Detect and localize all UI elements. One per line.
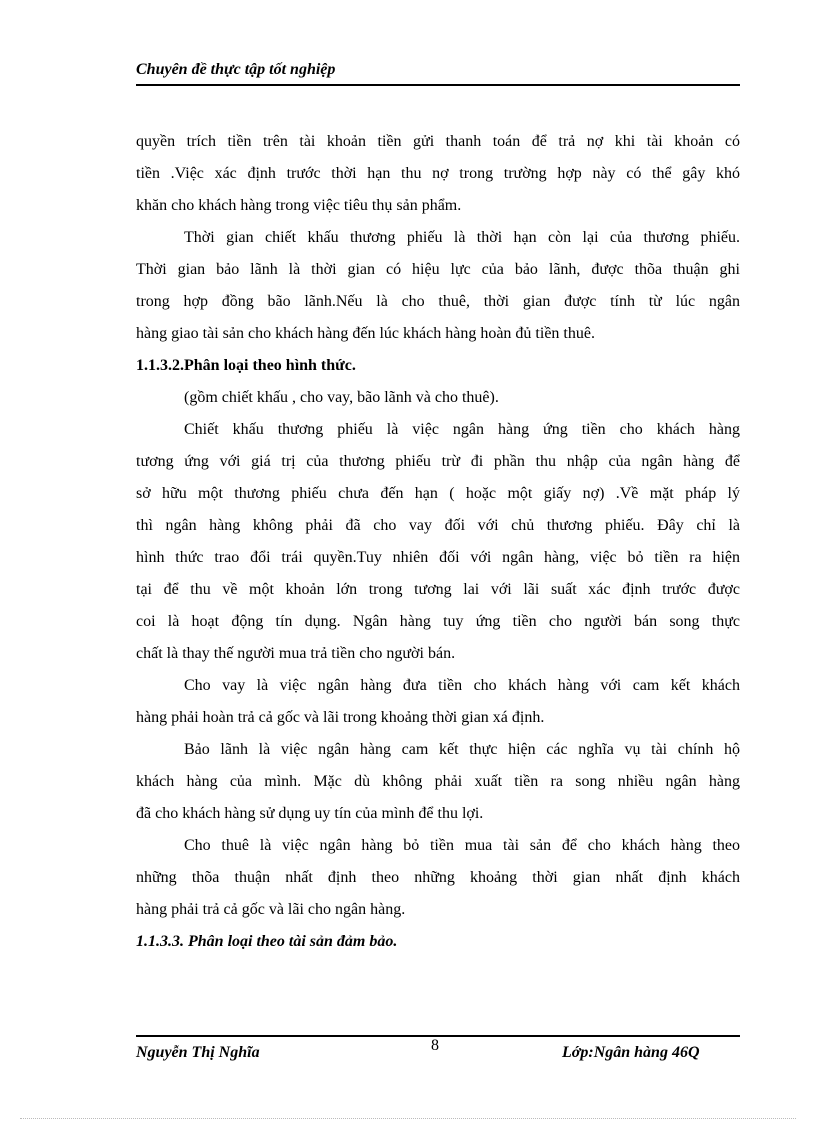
- page-number: 8: [431, 1037, 439, 1054]
- paragraph-line: (gồm chiết khấu , cho vay, bão lãnh và cho thuê).: [184, 389, 499, 406]
- paragraph-line: khách hàng của mình. Mặc dù không phải xuất tiền ra song nhiều ngân hàng: [136, 773, 740, 790]
- document-body: [136, 126, 740, 958]
- paragraph-line: những thõa thuận nhất định theo những khoảng thời gian nhất định khách: [136, 869, 740, 886]
- header-divider: [136, 84, 740, 86]
- footer-class: Lớp:Ngân hàng 46Q: [562, 1044, 700, 1061]
- paragraph-line: tại để thu về một khoản lớn trong tương lai với lãi suất xác định trước được: [136, 581, 740, 598]
- footer-author: Nguyễn Thị Nghĩa: [136, 1044, 260, 1061]
- paragraph-line: Chiết khấu thương phiếu là việc ngân hàng ứng tiền cho khách hàng: [184, 421, 740, 438]
- paragraph-line: hàng phải hoàn trả cả gốc và lãi trong khoảng thời gian xá định.: [136, 709, 545, 726]
- paragraph-line: đã cho khách hàng sử dụng uy tín của mình để thu lợi.: [136, 805, 484, 822]
- paragraph-line: khăn cho khách hàng trong việc tiêu thụ sản phẩm.: [136, 197, 462, 214]
- section-heading: 1.1.3.2.Phân loại theo hình thức.: [136, 357, 356, 374]
- header-title: Chuyên đề thực tập tốt nghiệp: [136, 61, 336, 78]
- paragraph-line: Cho vay là việc ngân hàng đưa tiền cho khách hàng với cam kết khách: [184, 677, 740, 694]
- paragraph-line: Cho thuê là việc ngân hàng bỏ tiền mua tài sản để cho khách hàng theo: [184, 837, 740, 854]
- paragraph-line: tương ứng với giá trị của thương phiếu trừ đi phần thu nhập của ngân hàng để: [136, 453, 740, 470]
- paragraph-line: hàng giao tài sản cho khách hàng đến lúc khách hàng hoàn đủ tiền thuê.: [136, 325, 595, 342]
- paragraph-line: trong hợp đồng bão lãnh.Nếu là cho thuê, thời gian được tính từ lúc ngân: [136, 293, 740, 310]
- paragraph-line: tiền .Việc xác định trước thời hạn thu nợ trong trường hợp này có thể gây khó: [136, 165, 740, 182]
- paragraph-line: sở hữu một thương phiếu chưa đến hạn ( hoặc một giấy nợ) .Về mặt pháp lý: [136, 485, 740, 502]
- paragraph-line: thì ngân hàng không phải đã cho vay đối với chủ thương phiếu. Đây chỉ là: [136, 517, 740, 534]
- paragraph-line: hàng phải trả cả gốc và lãi cho ngân hàng.: [136, 901, 406, 918]
- paragraph-line: chất là thay thế người mua trả tiền cho người bán.: [136, 645, 456, 662]
- paragraph-line: Thời gian bảo lãnh là thời gian có hiệu lực của bảo lãnh, được thõa thuận ghi: [136, 261, 740, 278]
- paragraph-line: hình thức trao đổi trái quyền.Tuy nhiên đối với ngân hàng, việc bỏ tiền ra hiện: [136, 549, 740, 566]
- paragraph-line: quyền trích tiền trên tài khoản tiền gửi thanh toán để trả nợ khi tài khoản có: [136, 133, 740, 150]
- page-edge-divider: [20, 1118, 796, 1119]
- section-heading: 1.1.3.3. Phân loại theo tài sản đảm bảo.: [136, 933, 398, 950]
- paragraph-line: Thời gian chiết khấu thương phiếu là thời hạn còn lại của thương phiếu.: [184, 229, 740, 246]
- paragraph-line: Bảo lãnh là việc ngân hàng cam kết thực hiện các nghĩa vụ tài chính hộ: [184, 741, 740, 758]
- paragraph-line: coi là hoạt động tín dụng. Ngân hàng tuy ứng tiền cho người bán song thực: [136, 613, 740, 630]
